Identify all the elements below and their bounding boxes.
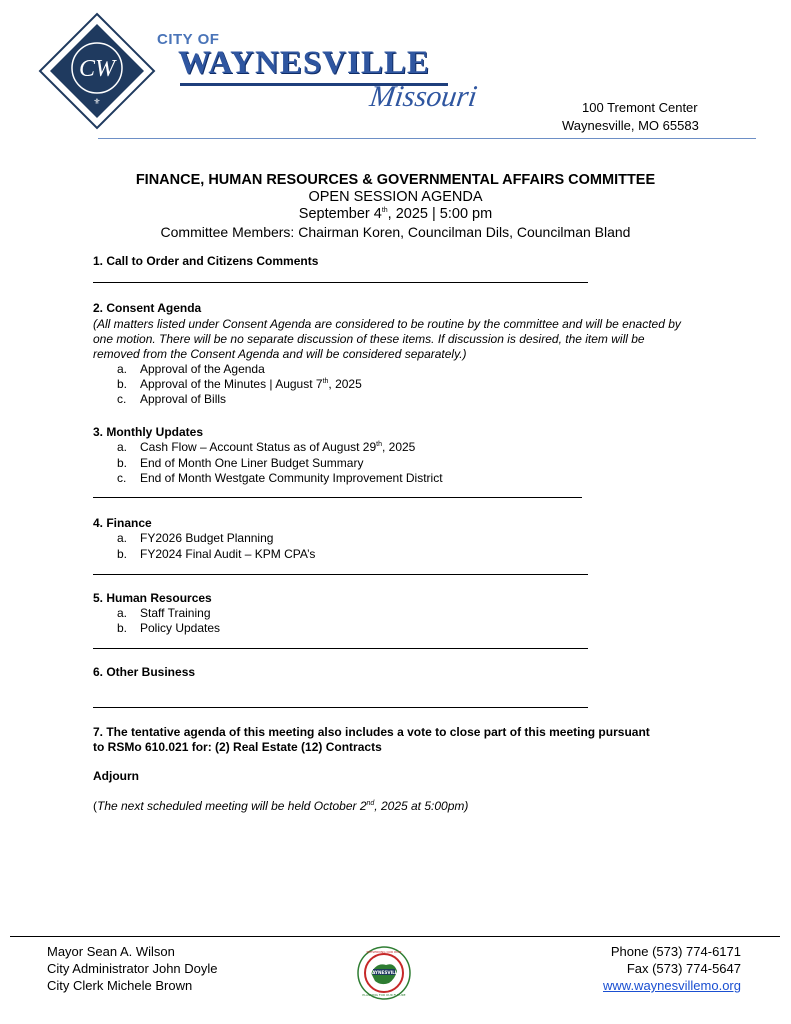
svg-text:PRESERVING OUR PAST: PRESERVING OUR PAST [366, 950, 402, 955]
city-logo-diamond [38, 12, 156, 130]
section-5-heading: 5. Human Resources [93, 591, 212, 605]
section-divider [93, 707, 588, 708]
state-script-wordmark: Missouri [367, 80, 480, 113]
section-divider [93, 648, 588, 649]
consent-agenda-note: (All matters listed under Consent Agenda are considered to be routine by the committee and will be enacted by one motion. There will be no separate discussion of these items. If discussion is desired, the item will be removed from the Consent Agenda and will be considered separately.) [93, 317, 681, 361]
section-4-heading: 4. Finance [93, 516, 152, 530]
fax-number: Fax (573) 774-5647 [626, 961, 741, 976]
address-line-2: Waynesville, MO 65583 [562, 118, 699, 133]
footer-contact [560, 943, 741, 994]
section-7-line-2: to RSMo 610.021 for: (2) Real Estate (12) Contracts [93, 740, 382, 754]
header-divider [98, 138, 756, 139]
section-6-heading: 6. Other Business [93, 665, 196, 679]
section-divider [93, 574, 588, 575]
clerk-name: City Clerk Michele Brown [47, 978, 193, 993]
meeting-date: September 4th, 2025 | 5:00 pm [298, 206, 493, 222]
city-seal-icon [357, 946, 411, 1000]
footer-officials [47, 943, 218, 994]
svg-text:PLANNING FOR OUR FUTURE: PLANNING FOR OUR FUTURE [362, 993, 406, 997]
svg-text:WAYNESVILLE: WAYNESVILLE [367, 970, 401, 975]
section-1-heading: 1. Call to Order and Citizens Comments [93, 254, 319, 268]
next-meeting-note: (The next scheduled meeting will be held October 2nd, 2025 at 5:00pm) [93, 799, 469, 813]
section-3-heading: 3. Monthly Updates [93, 425, 204, 439]
session-title: OPEN SESSION AGENDA [308, 189, 483, 205]
section-divider [93, 497, 582, 498]
city-name-wordmark: WAYNESVILLE [178, 45, 430, 81]
committee-title: FINANCE, HUMAN RESOURCES & GOVERNMENTAL AFFAIRS COMMITTEE [135, 172, 656, 188]
section-2-heading: 2. Consent Agenda [93, 301, 202, 315]
city-of-label: CITY OF [157, 31, 220, 48]
phone-number: Phone (573) 774-6171 [610, 944, 741, 959]
address-line-1: 100 Tremont Center [582, 100, 698, 115]
footer-divider [10, 936, 780, 937]
section-7-line-1: 7. The tentative agenda of this meeting also includes a vote to close part of this meeting pursuant [93, 725, 650, 739]
administrator-name: City Administrator John Doyle [47, 961, 218, 976]
section-divider [93, 282, 588, 283]
website-link[interactable]: www.waynesvillemo.org [603, 978, 741, 993]
adjourn-heading: Adjourn [93, 769, 139, 783]
svg-text:⚜: ⚜ [93, 97, 101, 106]
mayor-name: Mayor Sean A. Wilson [47, 944, 175, 959]
logo-monogram: CW [79, 56, 115, 82]
committee-members: Committee Members: Chairman Koren, Councilman Dils, Councilman Bland [160, 224, 631, 240]
